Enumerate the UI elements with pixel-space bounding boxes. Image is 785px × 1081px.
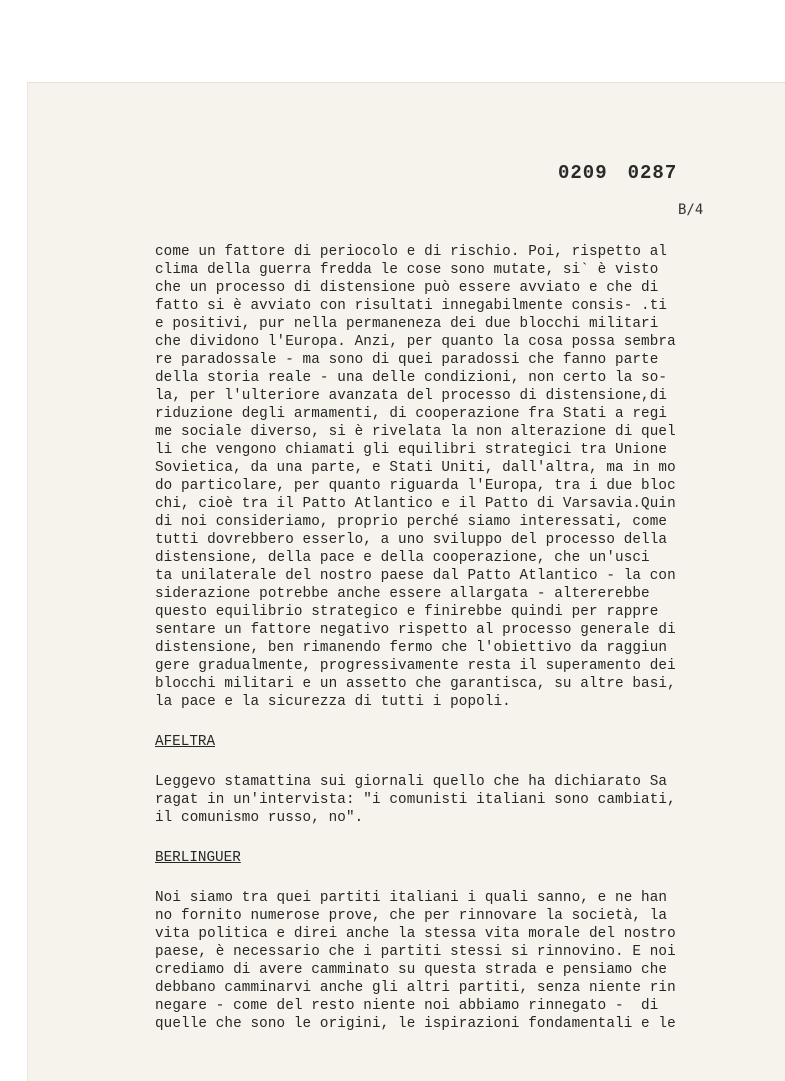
paragraph-berlinguer	[155, 889, 755, 1033]
text-line: crediamo di avere camminato su questa strada e pensiamo che	[155, 962, 668, 978]
text-line: come un fattore di periocolo e di rischio. Poi, rispetto al	[155, 244, 668, 260]
text-line: di noi consideriamo, proprio perché siamo interessati, come	[155, 514, 668, 530]
stamp-number-right: 0287	[627, 162, 678, 184]
archive-stamp	[558, 162, 677, 184]
text-line: chi, cioè tra il Patto Atlantico e il Patto di Varsavia.Quin	[155, 496, 676, 512]
text-line: debbano camminarvi anche gli altri partiti, senza niente rin	[155, 980, 676, 996]
page-reference: B/4	[678, 202, 704, 218]
transcript-body	[155, 243, 755, 1033]
text-line: che dividono l'Europa. Anzi, per quanto la cosa possa sembra	[155, 334, 676, 350]
text-line: do particolare, per quanto riguarda l'Europa, tra i due bloc	[155, 478, 676, 494]
stamp-number-left: 0209	[558, 162, 608, 184]
text-line: tutti dovrebbero esserlo, a uno sviluppo del processo della	[155, 532, 668, 548]
text-line: Noi siamo tra quei partiti italiani i quali sanno, e ne han	[155, 890, 668, 906]
speaker-name-afeltra: AFELTRA	[155, 734, 216, 750]
text-line: ragat in un'intervista: "i comunisti italiani sono cambiati,	[155, 792, 676, 808]
text-line: la, per l'ulteriore avanzata del processo di distensione,di	[155, 388, 668, 404]
text-line: gere gradualmente, progressivamente resta il superamento dei	[155, 658, 676, 674]
paragraph-afeltra	[155, 773, 755, 827]
text-line: distensione, della pace e della cooperazione, che un'usci	[155, 550, 650, 566]
text-line: negare - come del resto niente noi abbiamo rinnegato - di	[155, 998, 659, 1014]
text-line: me sociale diverso, si è rivelata la non alterazione di quel	[155, 424, 676, 440]
text-line: no fornito numerose prove, che per rinnovare la società, la	[155, 908, 668, 924]
text-line: li che vengono chiamati gli equilibri strategici tra Unione	[155, 442, 668, 458]
text-line: sentare un fattore negativo rispetto al processo generale di	[155, 622, 676, 638]
text-line: quelle che sono le origini, le ispirazioni fondamentali e le	[155, 1016, 676, 1032]
text-line: Sovietica, da una parte, e Stati Uniti, dall'altra, ma in mo	[155, 460, 676, 476]
text-line: paese, è necessario che i partiti stessi si rinnovino. E noi	[155, 944, 676, 960]
text-line: che un processo di distensione può essere avviato e che di	[155, 280, 659, 296]
text-line: e positivi, pur nella permaneneza dei due blocchi militari	[155, 316, 659, 332]
text-line: il comunismo russo, no".	[155, 810, 364, 826]
text-line: clima della guerra fredda le cose sono mutate, si` è visto	[155, 262, 659, 278]
text-line: della storia reale - una delle condizioni, non certo la so-	[155, 370, 668, 386]
text-line: fatto si è avviato con risultati innegabilmente consis- .ti	[155, 298, 668, 314]
text-line: questo equilibrio strategico e finirebbe quindi per rappre	[155, 604, 659, 620]
text-line: riduzione degli armamenti, di cooperazione fra Stati a regi	[155, 406, 668, 422]
paragraph-continuation	[155, 243, 755, 711]
text-line: ta unilaterale del nostro paese dal Patto Atlantico - la con	[155, 568, 676, 584]
text-line: siderazione potrebbe anche essere allargata - altererebbe	[155, 586, 650, 602]
text-line: vita politica e direi anche la stessa vita morale del nostro	[155, 926, 676, 942]
text-line: blocchi militari e un assetto che garantisca, su altre basi,	[155, 676, 676, 692]
text-line: Leggevo stamattina sui giornali quello che ha dichiarato Sa	[155, 774, 668, 790]
text-line: re paradossale - ma sono di quei paradossi che fanno parte	[155, 352, 659, 368]
speaker-name-berlinguer: BERLINGUER	[155, 850, 241, 866]
text-line: la pace e la sicurezza di tutti i popoli.	[155, 694, 511, 710]
text-line: distensione, ben rimanendo fermo che l'obiettivo da raggiun	[155, 640, 668, 656]
